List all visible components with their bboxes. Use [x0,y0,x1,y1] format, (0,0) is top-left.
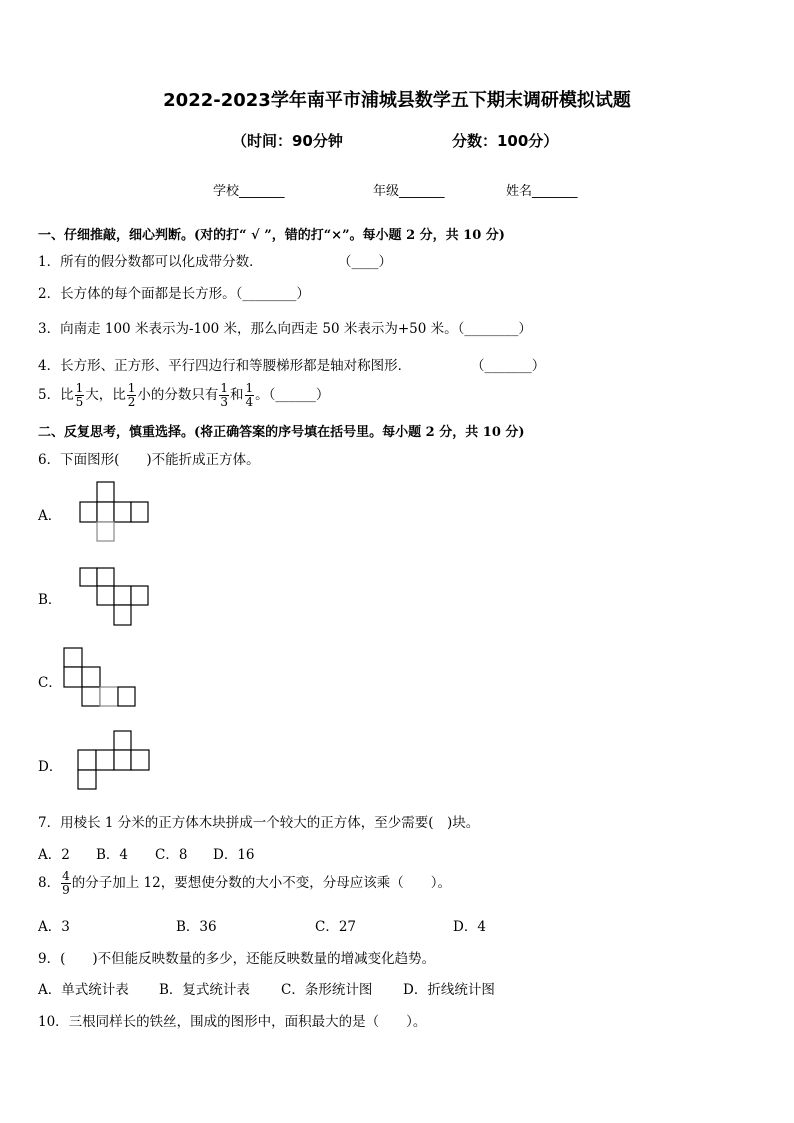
q8-number: 8． [38,875,61,891]
q9-option-d: D．折线统计图 [403,982,495,998]
question-5 [38,382,329,409]
q8-option-a: A．3 [38,919,70,935]
fraction-1-4: $\frac{1}{4}$ [245,381,254,409]
q6-option-d-label: D． [38,759,63,775]
exam-score: 分数：100分） [452,132,559,150]
q8-option-c: C．27 [315,919,357,935]
cube-net-d [76,730,152,792]
fraction-1-5: $\frac{1}{5}$ [75,381,84,409]
q6-option-c-label: C． [38,675,62,691]
name-field[interactable]: 姓名_______ [506,184,578,199]
question-1 [38,250,263,270]
section-1-heading: 一、仔细推敲，细心判断。(对的打“ √ ”，错的打“×”。每小题 2 分，共 10 分) [38,228,505,243]
cube-net-a [78,481,152,543]
page-title: 2022-2023学年南平市浦城县数学五下期末调研模拟试题 [163,90,631,111]
q9-option-c: C．条形统计图 [281,982,373,998]
q5-part4: 和 [230,387,244,403]
q8-option-b: B．36 [176,919,217,935]
fraction-4-9: $\frac{4}{9}$ [62,869,70,897]
question-4-blank[interactable]: （_______） [471,358,546,374]
grade-field[interactable]: 年级_______ [373,184,445,199]
question-2: 2．长方体的每个面都是长方形。（________） [38,286,310,302]
cube-net-b [78,567,152,629]
q5-part1: 5．比 [38,387,74,403]
q9-option-a: A．单式统计表 [38,982,129,998]
cube-net-c [62,647,138,709]
question-3: 3．向南走 100 米表示为-100 米，那么向西走 50 米表示为+50 米。（________） [38,321,532,337]
question-1-blank[interactable]: （____） [338,254,392,270]
school-field[interactable]: 学校_______ [213,184,285,199]
q5-part5: 。（______） [255,387,330,403]
q8-text: 的分子加上 12，要想使分数的大小不变，分母应该乘（ ）。 [71,875,451,891]
q7-option-c: C．8 [155,847,188,863]
q5-part3: 小的分数只有 [137,387,219,403]
question-10: 10．三根同样长的铁丝，围成的图形中，面积最大的是（ ）。 [38,1014,427,1030]
question-8 [38,870,451,897]
section-2-heading: 二、反复思考，慎重选择。(将正确答案的序号填在括号里。每小题 2 分，共 10 分) [38,425,525,440]
q7-option-d: D．16 [213,847,255,863]
question-4: 4．长方形、正方形、平行四边行和等腰梯形都是轴对称图形． [38,358,412,374]
q7-option-a: A．2 [38,847,70,863]
question-9: 9．( )不但能反映数量的多少，还能反映数量的增减变化趋势。 [38,951,436,967]
q6-option-b-label: B． [38,592,62,608]
exam-time: （时间：90分钟 [232,132,343,150]
q9-option-b: B．复式统计表 [159,982,250,998]
q5-part2: 大，比 [85,387,126,403]
fraction-1-3: $\frac{1}{3}$ [220,381,229,409]
question-1-text: 1．所有的假分数都可以化成带分数． [38,254,263,270]
question-6: 6．下面图形( )不能折成正方体。 [38,452,260,468]
q8-option-d: D．4 [453,919,486,935]
fraction-1-2: $\frac{1}{2}$ [127,381,136,409]
question-7: 7．用棱长 1 分米的正方体木块拼成一个较大的正方体，至少需要( )块。 [38,815,480,831]
q6-option-a-label: A． [38,508,62,524]
q7-option-b: B．4 [96,847,129,863]
